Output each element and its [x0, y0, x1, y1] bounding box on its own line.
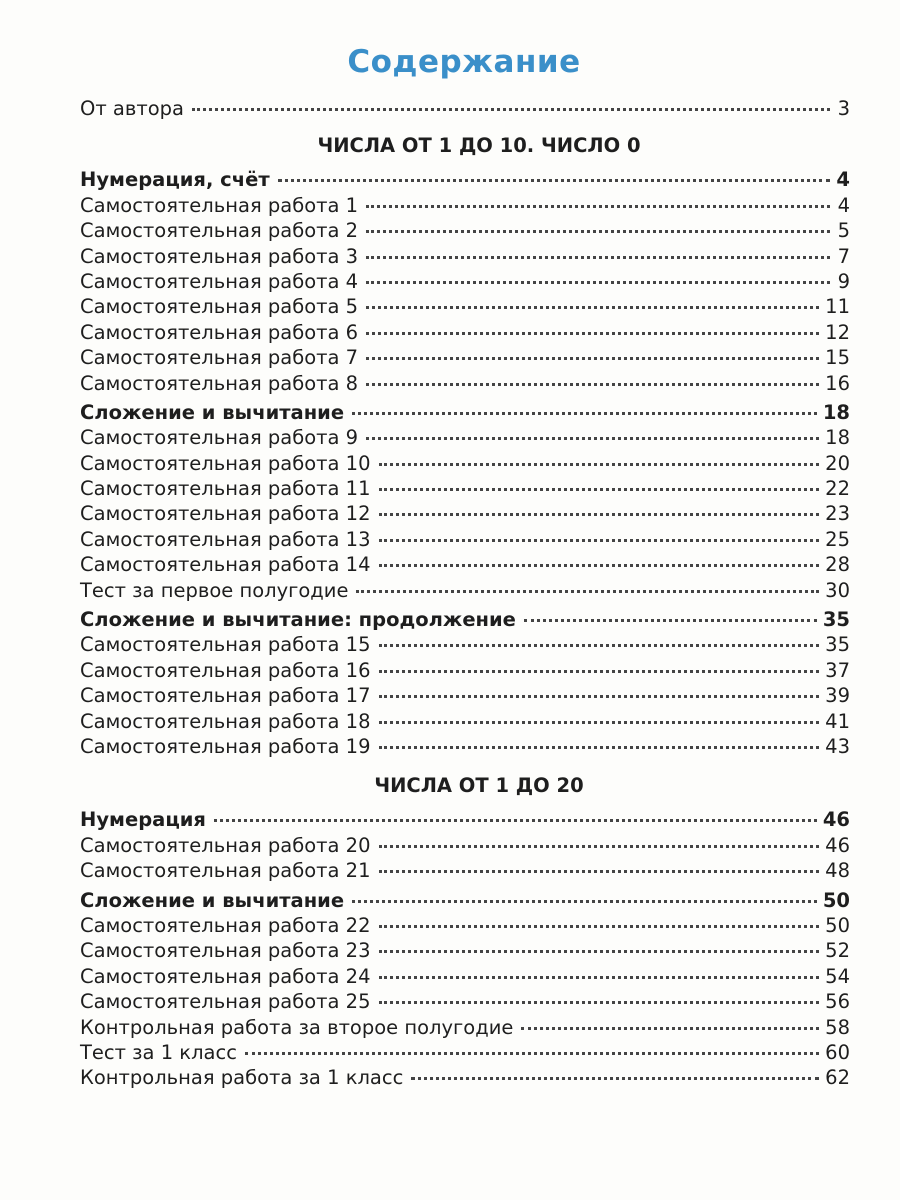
dot-leader [366, 331, 819, 335]
dot-leader [352, 411, 817, 415]
toc-entry[interactable] [80, 578, 850, 603]
toc-entry-page: 46 [825, 833, 850, 857]
toc-entry-page: 39 [825, 684, 850, 708]
toc-entry-page: 52 [825, 939, 850, 963]
toc-entry-page: 50 [825, 913, 850, 937]
dot-leader [379, 669, 820, 673]
toc-entry-label: Самостоятельная работа 3 [80, 244, 359, 268]
toc-entry-label: Самостоятельная работа 23 [80, 939, 371, 963]
toc-entry-label: Нумерация, счёт [80, 168, 270, 192]
toc-entry-label: Контрольная работа за 1 класс [80, 1066, 404, 1090]
toc-entry[interactable] [80, 451, 850, 476]
toc-entry-label: Самостоятельная работа 24 [80, 964, 371, 988]
toc-entry[interactable] [80, 1065, 850, 1090]
toc-entry-label: Самостоятельная работа 9 [80, 426, 359, 450]
toc-entry-label: Самостоятельная работа 17 [80, 684, 371, 708]
toc-entry-page: 23 [825, 502, 850, 526]
toc-entry-page: 28 [825, 553, 850, 577]
toc-entry[interactable] [80, 552, 850, 577]
toc-entry[interactable] [80, 425, 850, 450]
toc-entry-page: 18 [825, 426, 850, 450]
toc-entry[interactable] [80, 964, 850, 989]
toc-entry-label: Самостоятельная работа 18 [80, 709, 371, 733]
toc-entry-label: Сложение и вычитание [80, 888, 345, 912]
toc-entry[interactable] [80, 320, 850, 345]
toc-entry[interactable] [80, 938, 850, 963]
section-heading: ЧИСЛА ОТ 1 ДО 10. ЧИСЛО 0 [317, 134, 641, 158]
toc-entry-label: Самостоятельная работа 19 [80, 734, 371, 758]
toc-part[interactable] [80, 607, 850, 632]
toc-entry-page: 15 [825, 346, 850, 370]
toc-entry-label: Самостоятельная работа 1 [80, 193, 359, 217]
toc-part[interactable] [80, 400, 850, 425]
toc-entry-page: 16 [825, 371, 850, 395]
dot-leader [214, 818, 817, 822]
toc-entry-label: Самостоятельная работа 10 [80, 451, 371, 475]
toc-entry-page: 9 [837, 269, 850, 293]
dot-leader [379, 949, 820, 953]
toc-part[interactable] [80, 167, 850, 192]
dot-leader [379, 512, 820, 516]
toc-part[interactable] [80, 807, 850, 832]
toc-entry-label: Самостоятельная работа 21 [80, 859, 371, 883]
toc-entry[interactable] [80, 989, 850, 1014]
dot-leader [356, 589, 819, 593]
toc-entry[interactable] [80, 709, 850, 734]
toc-entry[interactable] [80, 371, 850, 396]
dot-leader [366, 305, 819, 309]
toc-entry-page: 46 [822, 808, 850, 832]
toc-entry-label: Самостоятельная работа 7 [80, 346, 359, 370]
toc-entry[interactable] [80, 913, 850, 938]
dot-leader [379, 643, 820, 647]
toc-entry-page: 43 [825, 734, 850, 758]
toc-entry-label: Тест за 1 класс [80, 1040, 237, 1064]
dot-leader [379, 487, 820, 491]
dot-leader [379, 869, 820, 873]
toc-entry[interactable] [80, 294, 850, 319]
toc-entry[interactable] [80, 858, 850, 883]
dot-leader [411, 1076, 819, 1080]
toc-entry-intro[interactable] [80, 96, 850, 121]
dot-leader [379, 975, 820, 979]
dot-leader [366, 436, 819, 440]
table-of-contents [80, 96, 850, 1091]
section-heading: ЧИСЛА ОТ 1 ДО 20 [374, 774, 584, 798]
toc-entry-page: 54 [825, 964, 850, 988]
toc-entry-page: 30 [825, 578, 850, 602]
toc-entry[interactable] [80, 683, 850, 708]
toc-entry-label: Самостоятельная работа 15 [80, 633, 371, 657]
toc-entry[interactable] [80, 1040, 850, 1065]
dot-leader [366, 229, 830, 233]
toc-entry-label: Самостоятельная работа 12 [80, 502, 371, 526]
dot-leader [366, 382, 819, 386]
toc-entry[interactable] [80, 632, 850, 657]
dot-leader [379, 1000, 820, 1004]
dot-leader [366, 356, 819, 360]
toc-entry-page: 12 [825, 320, 850, 344]
toc-entry-page: 11 [825, 295, 850, 319]
toc-entry-page: 62 [825, 1066, 850, 1090]
dot-leader [366, 280, 830, 284]
toc-entry[interactable] [80, 193, 850, 218]
toc-entry[interactable] [80, 1015, 850, 1040]
toc-entry-page: 3 [837, 97, 850, 120]
toc-entry-page: 7 [837, 244, 850, 268]
toc-entry[interactable] [80, 345, 850, 370]
toc-entry-label: Самостоятельная работа 6 [80, 320, 359, 344]
dot-leader [379, 745, 820, 749]
toc-entry[interactable] [80, 527, 850, 552]
dot-leader [379, 720, 820, 724]
dot-leader [379, 844, 820, 848]
dot-leader [352, 899, 817, 903]
toc-entry-page: 5 [837, 219, 850, 243]
toc-entry-page: 50 [822, 888, 850, 912]
toc-entry[interactable] [80, 244, 850, 269]
toc-entry-label: Самостоятельная работа 16 [80, 658, 371, 682]
toc-entry-page: 35 [822, 608, 850, 632]
dot-leader [192, 107, 830, 111]
toc-entry[interactable] [80, 269, 850, 294]
toc-entry-page: 41 [825, 709, 850, 733]
toc-part[interactable] [80, 888, 850, 913]
dot-leader [379, 694, 820, 698]
toc-entry-label: Самостоятельная работа 14 [80, 553, 371, 577]
toc-entry[interactable] [80, 734, 850, 759]
dot-leader [366, 204, 830, 208]
toc-entry-label: Сложение и вычитание [80, 400, 345, 424]
toc-entry-label: Самостоятельная работа 13 [80, 527, 371, 551]
toc-entry-page: 22 [825, 477, 850, 501]
toc-entry-page: 58 [825, 1015, 850, 1039]
toc-entry-page: 60 [825, 1040, 850, 1064]
dot-leader [366, 255, 830, 259]
toc-sections [80, 131, 850, 1090]
toc-entry-label: Самостоятельная работа 25 [80, 990, 371, 1014]
dot-leader [245, 1051, 819, 1055]
toc-entry[interactable] [80, 501, 850, 526]
toc-entry-label: Самостоятельная работа 2 [80, 219, 359, 243]
toc-entry-page: 4 [836, 168, 850, 192]
dot-leader [379, 924, 820, 928]
toc-entry-label: Самостоятельная работа 20 [80, 833, 371, 857]
toc-entry[interactable] [80, 658, 850, 683]
toc-entry-label: Нумерация [80, 808, 206, 832]
toc-entry-label: Самостоятельная работа 5 [80, 295, 359, 319]
toc-entry-page: 4 [837, 193, 850, 217]
toc-entry-page: 56 [825, 990, 850, 1014]
dot-leader [379, 462, 820, 466]
toc-entry-label: Самостоятельная работа 22 [80, 913, 371, 937]
toc-entry-label: Самостоятельная работа 8 [80, 371, 359, 395]
toc-entry-label: Контрольная работа за второе полугодие [80, 1015, 514, 1039]
toc-entry-label: Самостоятельная работа 4 [80, 269, 359, 293]
toc-entry[interactable] [80, 218, 850, 243]
toc-entry-label: От автора [80, 97, 184, 120]
dot-leader [379, 538, 820, 542]
toc-entry-page: 20 [825, 451, 850, 475]
toc-entry-page: 18 [822, 400, 850, 424]
dot-leader [521, 1026, 819, 1030]
toc-entry[interactable] [80, 833, 850, 858]
toc-entry-page: 48 [825, 859, 850, 883]
toc-entry-page: 35 [825, 633, 850, 657]
toc-entry-page: 25 [825, 527, 850, 551]
dot-leader [524, 618, 817, 622]
dot-leader [379, 563, 820, 567]
toc-entry-label: Сложение и вычитание: продолжение [80, 608, 516, 632]
toc-entry-label: Тест за первое полугодие [80, 578, 349, 602]
toc-entry[interactable] [80, 476, 850, 501]
dot-leader [278, 178, 830, 182]
page-title: Содержание [347, 44, 581, 80]
toc-entry-label: Самостоятельная работа 11 [80, 477, 371, 501]
toc-entry-page: 37 [825, 658, 850, 682]
